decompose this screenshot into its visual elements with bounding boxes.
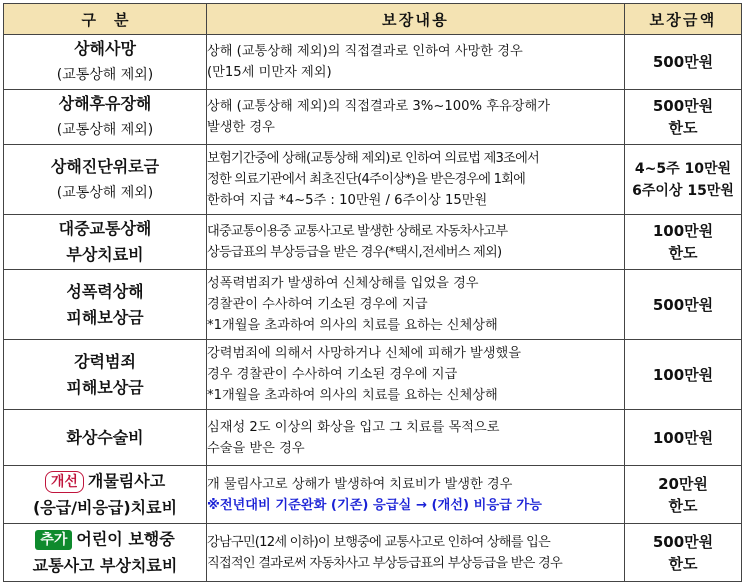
amount-limit: 한도	[668, 244, 698, 262]
header-row	[4, 4, 742, 35]
category-title: 상해사망	[74, 39, 136, 58]
description-line: (만15세 미만자 제외)	[207, 65, 332, 80]
header-category: 구분	[4, 4, 207, 35]
description-cell	[207, 410, 625, 466]
improved-badge: 개선	[45, 471, 84, 493]
table-row	[4, 90, 742, 145]
description-cell	[207, 270, 625, 340]
category-cell	[4, 466, 207, 524]
amount-cell	[625, 90, 742, 145]
category-cell	[4, 145, 207, 215]
amount-value: 500만원	[652, 53, 714, 71]
category-cell	[4, 90, 207, 145]
notice-line: ※전년대비 기준완화 (기존) 응급실 → (개선) 비응급 가능	[207, 497, 542, 513]
amount-cell	[625, 466, 742, 524]
amount-limit: 한도	[668, 554, 698, 573]
category-title-line	[4, 526, 206, 553]
amount-cell	[625, 215, 742, 270]
category-cell	[4, 340, 207, 410]
amount-value: 500만원	[652, 97, 714, 115]
amount-value: 4~5주 10만원	[634, 160, 732, 177]
description-cell	[207, 466, 625, 524]
description-cell	[207, 215, 625, 270]
amount-value: 100만원	[652, 222, 714, 240]
category-title: 어린이 보행중	[76, 529, 175, 549]
description-cell	[207, 35, 625, 90]
table-row	[4, 270, 742, 340]
description-line: 대중교통이용중 교통사고로 발생한 상해로 자동차사고부	[207, 224, 508, 239]
amount-limit: 한도	[668, 496, 698, 515]
header-description: 보장내용	[207, 4, 625, 35]
table-row	[4, 524, 742, 582]
category-subtitle: (교통상해 제외)	[56, 184, 154, 201]
table-row	[4, 340, 742, 410]
description-cell	[207, 90, 625, 145]
table-row	[4, 466, 742, 524]
description-line: 경우 경찰관이 수사하여 기소된 경우에 지급	[207, 367, 458, 382]
category-cell	[4, 35, 207, 90]
category-title: 강력범죄	[74, 351, 136, 371]
description-line: 한하여 지급 *4~5주 : 10만원 / 6주이상 15만원	[207, 193, 488, 208]
category-title: 개물림사고	[87, 471, 166, 491]
description-cell	[207, 524, 625, 582]
category-subtitle: 부상치료비	[66, 245, 144, 264]
amount-cell	[625, 524, 742, 582]
category-cell	[4, 215, 207, 270]
amount-value: 100만원	[652, 428, 714, 447]
amount-cell	[625, 35, 742, 90]
amount-cell	[625, 410, 742, 466]
description-line: 상해 (교통상해 제외)의 직접결과로 인하여 사망한 경우	[207, 44, 523, 59]
amount-cell	[625, 340, 742, 410]
amount-limit: 한도	[668, 119, 698, 137]
description-line: 정한 의료기관에서 최초진단(4주이상*)을 받은경우에 1회에	[207, 172, 526, 187]
description-cell	[207, 145, 625, 215]
description-cell	[207, 340, 625, 410]
description-line: 심재성 2도 이상의 화상을 입고 그 치료를 목적으로	[207, 419, 500, 435]
description-line: 상해 (교통상해 제외)의 직접결과로 3%~100% 후유장해가	[207, 99, 550, 114]
amount-value: 500만원	[652, 532, 714, 551]
category-title-line	[4, 468, 206, 495]
category-cell	[4, 524, 207, 582]
category-subtitle: 교통사고 부상치료비	[32, 555, 178, 575]
category-subtitle: (교통상해 제외)	[56, 122, 154, 138]
category-cell	[4, 270, 207, 340]
amount-cell	[625, 145, 742, 215]
category-title: 상해후유장해	[58, 94, 152, 113]
description-line: 개 물림사고로 상해가 발생하여 치료비가 발생한 경우	[207, 476, 513, 492]
category-title: 상해진단위로금	[50, 156, 160, 176]
table-row	[4, 215, 742, 270]
category-title: 대중교통상해	[58, 219, 152, 238]
description-line: 경찰관이 수사하여 기소된 경우에 지급	[207, 297, 428, 312]
category-subtitle: (교통상해 제외)	[56, 67, 154, 83]
category-title: 화상수술비	[66, 427, 144, 447]
table-row	[4, 410, 742, 466]
table-row	[4, 145, 742, 215]
header-amount: 보장금액	[625, 4, 742, 35]
category-title: 성폭력상해	[66, 281, 144, 301]
coverage-table	[3, 3, 742, 582]
description-line: 강력범죄에 의해서 사망하거나 신체에 피해가 발생했을	[207, 346, 521, 361]
amount-value: 20만원	[658, 474, 708, 493]
amount-cell	[625, 270, 742, 340]
description-line: 상등급표의 부상등급을 받은 경우(*택시,전세버스 제외)	[207, 245, 502, 260]
category-subtitle: 피해보상금	[66, 307, 144, 327]
description-line: *1개월을 초과하여 의사의 치료를 요하는 신체상해	[207, 318, 498, 333]
description-line: 보험기간중에 상해(교통상해 제외)로 인하여 의료법 제3조에서	[207, 151, 539, 166]
description-line: 발생한 경우	[207, 120, 275, 135]
category-subtitle: 피해보상금	[66, 377, 144, 397]
description-line: 수술을 받은 경우	[207, 440, 305, 456]
amount-value: 100만원	[652, 365, 714, 384]
category-cell	[4, 410, 207, 466]
description-line: *1개월을 초과하여 의사의 치료를 요하는 신체상해	[207, 388, 498, 403]
amount-value: 6주이상 15만원	[632, 182, 734, 199]
description-line: 직접적인 결과로써 자동차사고 부상등급표의 부상등급을 받은 경우	[207, 555, 562, 571]
amount-value: 500만원	[652, 295, 714, 314]
table-row	[4, 35, 742, 90]
category-subtitle: (응급/비응급)치료비	[32, 497, 178, 517]
description-line: 성폭력범죄가 발생하여 신체상해를 입었을 경우	[207, 276, 479, 291]
added-badge: 추가	[35, 530, 72, 550]
description-line: 강남구민(12세 이하)이 보행중에 교통사고로 인하여 상해를 입은	[207, 534, 550, 550]
